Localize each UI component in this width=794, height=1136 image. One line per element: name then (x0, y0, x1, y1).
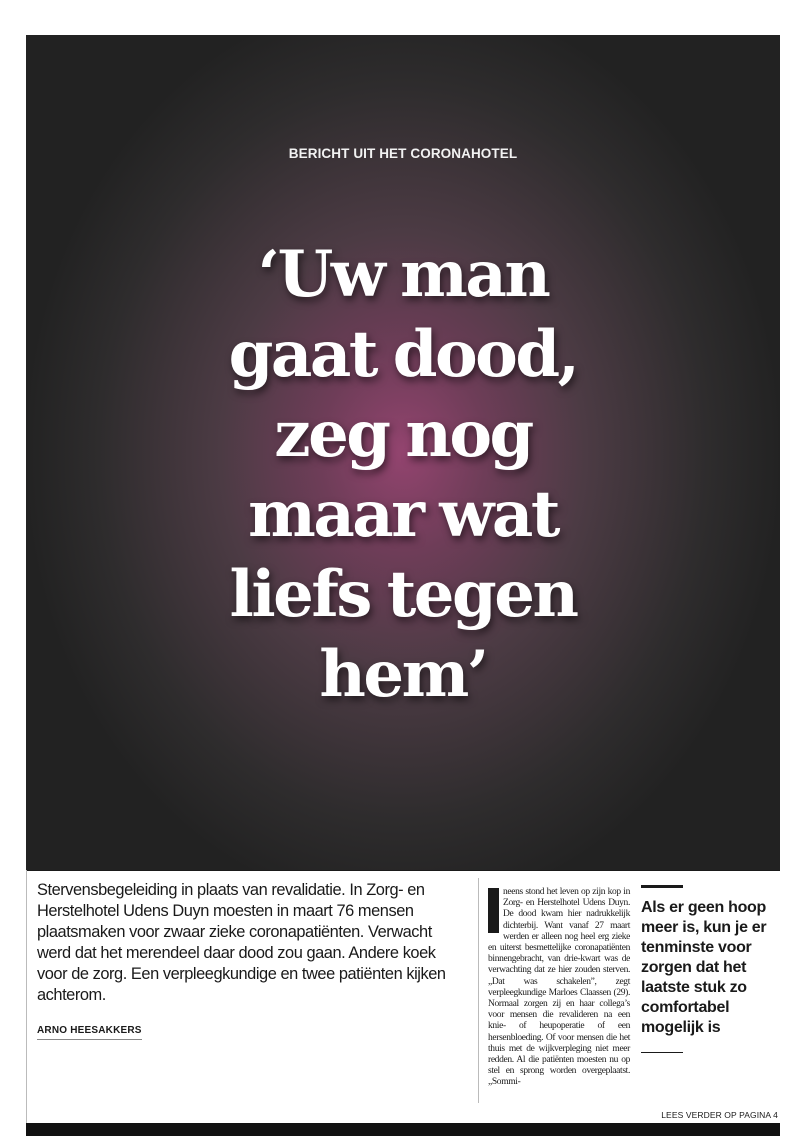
headline-line: maar wat (248, 477, 558, 552)
headline (46, 235, 760, 715)
drop-cap (488, 888, 499, 933)
headline-line: zeg nog (274, 397, 532, 472)
pullquote-bottom-rule (641, 1052, 683, 1053)
article-body (488, 887, 630, 1089)
headline-line: gaat dood, (228, 317, 578, 392)
byline: ARNO HEESAKKERS (37, 1025, 142, 1040)
hero-bottom-rule (26, 870, 780, 871)
headline-line: liefs tegen (229, 557, 577, 632)
headline-line: hem’ (319, 637, 487, 712)
pullquote: Als er geen hoop meer is, kun je er tenminste voor zorgen dat het laatste stuk zo comfortabel mogelijk is (641, 899, 767, 1036)
pullquote-top-rule (641, 885, 683, 888)
hero-image (26, 35, 780, 870)
intro-paragraph: Stervensbegeleiding in plaats van revalidatie. In Zorg- en Herstelhotel Udens Duyn moesten in maart 76 mensen plaatsmaken voor zwaar zieke coronapatiënten. Verwacht werd dat het merendeel daar dood zou gaan. Andere koek voor de zorg. Een verpleegkundige en twee patiënten kijken achterom. (37, 881, 446, 1004)
article-body-text: neens stond het leven op zijn kop in Zorg- en Herstelhotel Udens Duyn. De dood kwam hier nadrukkelijk dichterbij. Want vanaf 27 maart werden er alleen nog heel erg zieke en uiterst besmettelijke coronapatiënten binnengebracht, van drie-kwart was de verwachting dat ze hier zouden sterven. „Dat was schakelen”, zegt verpleegkundige Marloes Claassen (29). Normaal zorgen zij en haar collega’s voor mensen die revalideren na een knie- of heupoperatie of een hersenbloeding. Of voor mensen die het thuis met de wijkverpleging niet meer redden. Al die patiënten moesten nu op stel en sprong worden overgeplaatst. „Sommi- (488, 887, 630, 1088)
headline-line: ‘Uw man (257, 237, 549, 312)
continued-link[interactable]: LEES VERDER OP PAGINA 4 (661, 1110, 778, 1120)
left-margin-rule (26, 870, 27, 1123)
column-divider (478, 878, 479, 1103)
section-kicker: BERICHT UIT HET CORONAHOTEL (288, 146, 518, 161)
footer-bar (26, 1123, 780, 1136)
